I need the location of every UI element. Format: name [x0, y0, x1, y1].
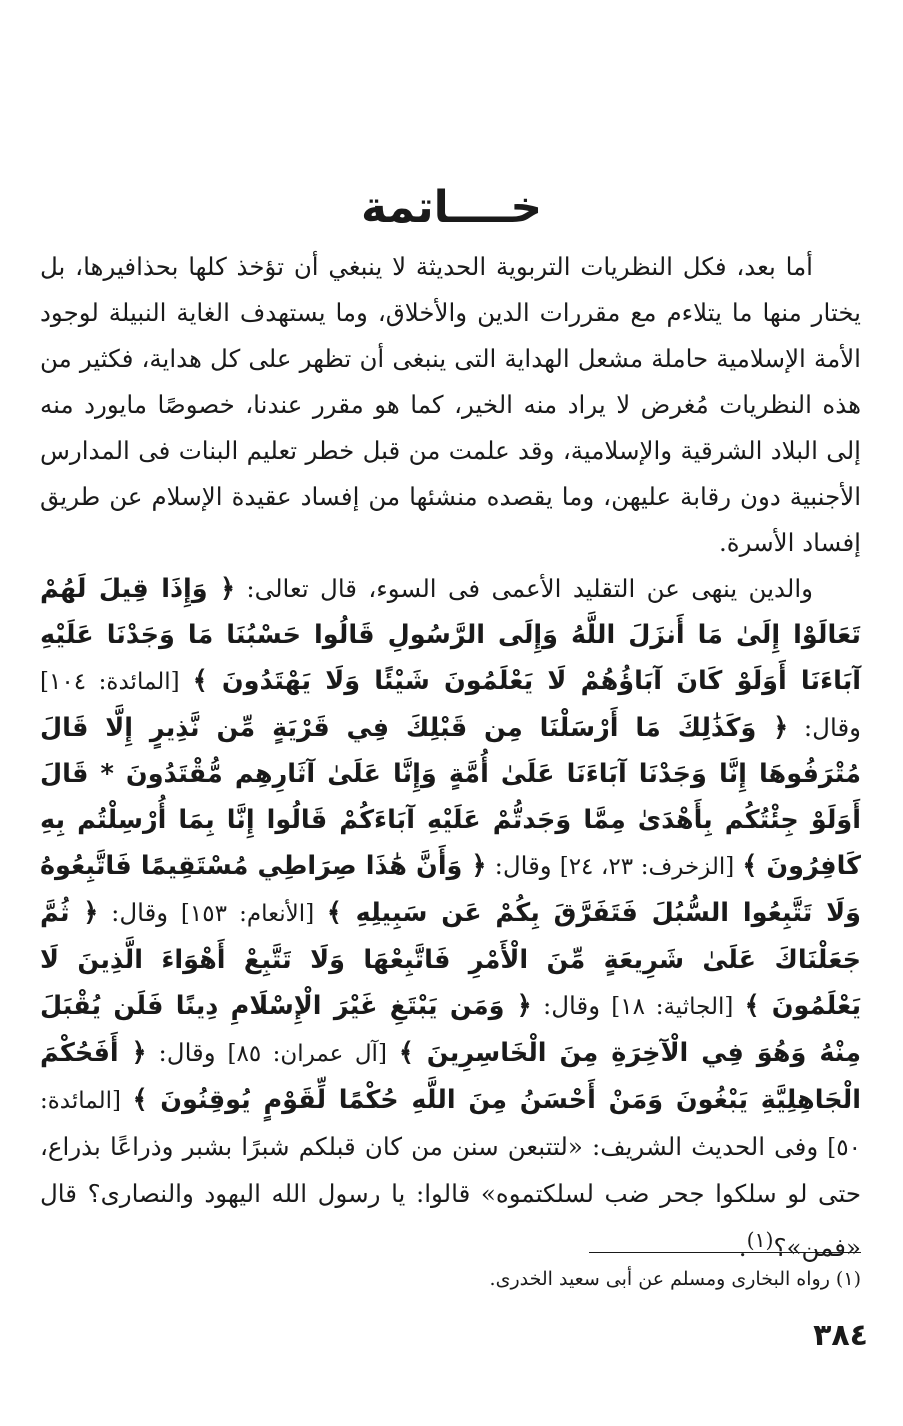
intro-text: والدين ينهى عن التقليد الأعمى فى السوء، قال تعالى: — [246, 574, 813, 603]
verse-reference: [الأنعام: ١٥٣] — [180, 901, 315, 927]
quran-verse-anam-153: ﴿ وَأَنَّ هَٰذَا صِرَاطِي مُسْتَقِيمًا فَاتَّبِعُوهُ وَلَا تَتَّبِعُوا السُّبُلَ فَتَفَرَّقَ بِكُمْ عَن سَبِيلِهِ ﴾ — [40, 851, 862, 928]
quran-verse-maidah-104: ﴿ وَإِذَا قِيلَ لَهُمْ تَعَالَوْا إِلَىٰ مَا أَنزَلَ اللَّهُ وَإِلَى الرَّسُولِ قَالُوا حَسْبُنَا مَا وَجَدْنَا عَلَيْهِ آبَاءَنَا أَوَلَوْ كَانَ آبَاؤُهُمْ لَا يَعْلَمُونَ شَيْئًا وَلَا يَهْتَدُونَ ﴾ — [40, 574, 862, 696]
quran-verse-al-imran-85: ﴿ وَمَن يَبْتَغِ غَيْرَ الْإِسْلَامِ دِينًا فَلَن يُقْبَلَ مِنْهُ وَهُوَ فِي الْآخِرَةِ مِنَ الْخَاسِرِينَ ﴾ — [40, 991, 861, 1068]
connector-text: وقال: — [111, 898, 169, 927]
connector-text: وقال: — [542, 991, 601, 1020]
paragraph-conclusion: أما بعد، فكل النظريات التربوية الحديثة لا ينبغي أن تؤخذ كلها بحذافيرها، بل يختار منها ما يتلاءم مع مقررات الدين والأخلاق، وما يستهدف الغاية النبيلة لوجود الأمة الإسلامية حاملة مشعل الهداية التى ينبغى أن تظهر على كل هداية، فكثير من هذه النظريات مُغرض لا يراد منه الخير، كما هو مقرر عندنا، خصوصًا مايورد منه إلى البلاد الشرقية والإسلامية، وقد علمت من قبل خطر تعليم البنات فى المدارس الأجنبية دون رقابة عليهن، وما يقصده منشئها من إفساد عقيدة الإسلام عن طريق إفساد الأسرة. — [40, 252, 861, 557]
quran-verse-maidah-50: ﴿ أَفَحُكْمَ الْجَاهِلِيَّةِ يَبْغُونَ وَمَنْ أَحْسَنُ مِنَ اللَّهِ حُكْمًا لِّقَوْمٍ يُوقِنُونَ ﴾ — [40, 1038, 861, 1115]
hadith-text: وفى الحديث الشريف: «لتتبعن سنن من كان قبلكم شبرًا بشبر وذراعًا بذراع، حتى لو سلكوا جحر ضب لسلكتموه» قالوا: يا رسول الله اليهود والنصارى؟ قال «فمن»؟ — [40, 1132, 861, 1263]
quran-verse-zukhruf-23-24: ﴿ وَكَذَٰلِكَ مَا أَرْسَلْنَا مِن قَبْلِكَ فِي قَرْيَةٍ مِّن نَّذِيرٍ إِلَّا قَالَ مُتْرَفُوهَا إِنَّا وَجَدْنَا آبَاءَنَا عَلَىٰ أُمَّةٍ وَإِنَّا عَلَىٰ آثَارِهِم مُّقْتَدُونَ * قَالَ أَوَلَوْ جِئْتُكُم بِأَهْدَىٰ مِمَّا وَجَدتُّمْ عَلَيْهِ آبَاءَكُمْ قَالُوا إِنَّا بِمَا أُرْسِلْتُم بِهِ كَافِرُونَ ﴾ — [40, 713, 861, 881]
quran-verse-jathiya-18: ﴿ ثُمَّ جَعَلْنَاكَ عَلَىٰ شَرِيعَةٍ مِّنَ الْأَمْرِ فَاتَّبِعْهَا وَلَا تَتَّبِعْ أَهْوَاءَ الَّذِينَ لَا يَعْلَمُونَ ﴾ — [40, 898, 862, 1021]
page-number: ٣٨٤ — [813, 1318, 868, 1353]
connector-text: وقال: — [803, 713, 861, 742]
main-text — [40, 244, 861, 1271]
paragraph-imitation — [40, 566, 861, 1271]
verse-reference: [الزخرف: ٢٣، ٢٤] — [559, 854, 735, 880]
verse-reference: [الجاثية: ١٨] — [611, 994, 734, 1020]
sentence-end: . — [738, 1233, 747, 1263]
page-title: خــــاتمة — [360, 182, 543, 233]
footnote-marker: (١) — [746, 1228, 774, 1252]
connector-text: وقال: — [158, 1038, 216, 1067]
verse-reference: [المائدة: ١٠٤] — [40, 669, 180, 695]
footnote: (١) رواه البخارى ومسلم عن أبى سعيد الخدرى. — [489, 1268, 861, 1290]
verse-reference: [المائدة: ٥٠] — [40, 1088, 861, 1161]
footnote-divider — [589, 1252, 861, 1253]
verse-reference: [آل عمران: ٨٥] — [227, 1041, 387, 1067]
connector-text: وقال: — [494, 851, 552, 880]
